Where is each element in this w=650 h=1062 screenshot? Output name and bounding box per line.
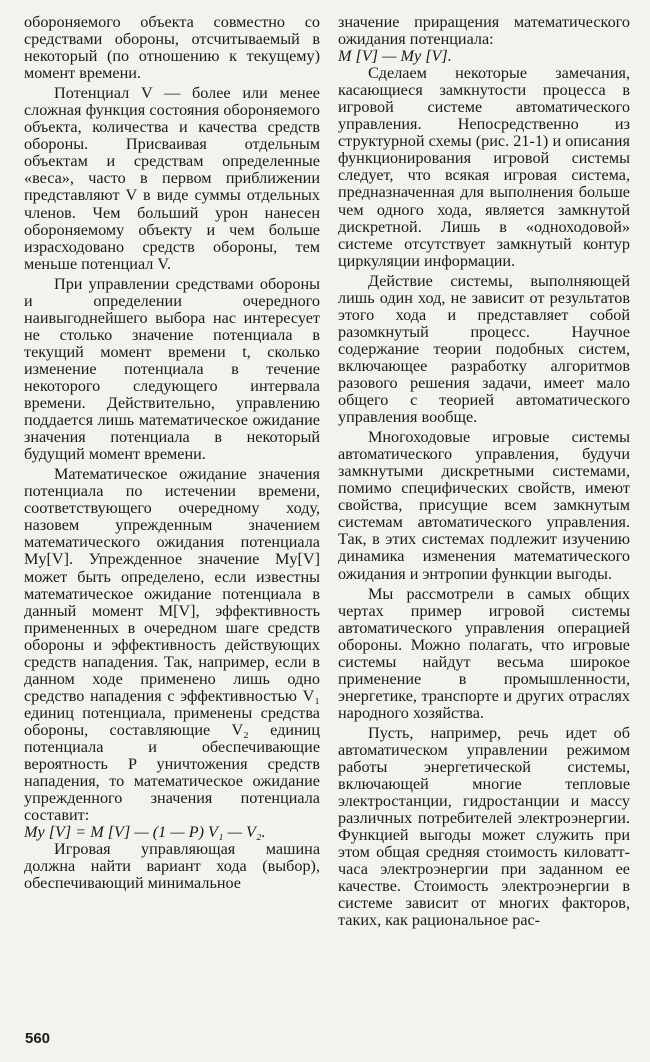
right-paragraph-3: Действие системы, выполняющей лишь один ход, не зависит от результатов этого хода и представляет собой разомкнутый процесс. Научное содержание теории подобных систем, включающее разработку алгоритмов разового решения задачи, имеет мало общего с теорией автоматического управления вообще. <box>338 271 630 427</box>
right-paragraph-4: Многоходовые игровые системы автоматического управления, будучи замкнутыми дискретными системами, помимо специфических свойств, имеют свойства, присущие всем замкнутым системам автоматического управления. Так, в этих системах подлежит изучению динамика изменения математического ожидания и энтропии функции выгоды. <box>338 428 630 583</box>
left-paragraph-2: Потенциал V — более или менее сложная функция состояния обороняемого объекта, количества и качества средств обороны. Присваивая отдельным объектам и средствам определенные «веса», часто в первом приближении представляют V в виде суммы отдельных членов. Чем больший урон нанесен обороняемому объекту и чем больше израсходовано средств обороны, тем меньше потенциал V. <box>24 84 320 273</box>
left-paragraph-5: Игровая управляющая машина должна найти вариант хода (выбор), обеспечивающий минимальное <box>24 840 320 893</box>
right-paragraph-2: Сделаем некоторые замечания, касающиеся замкнутости процесса в игровой системе автоматического управления. Непосредственно из структурной схемы (рис. 21-1) и описания функционирования игровой системы следует, что всякая игровая система, предназначенная для выполнения больше чем одного хода, является замкнутой дискретной. Лишь в «одноходовой» системе отсутствует замкнутый контур циркуляции информации. <box>338 64 630 270</box>
left-paragraph-4: Математическое ожидание значения потенциала по истечении времени, соответствующего очередному ходу, назовем упрежденным значением математического ожидания потенциала Mу[V]. Упрежденное значение Mу[V] может быть определено, если известны математическое ожидание потенциала в данный момент M[V], эффективность примененных в очередном шаге средств обороны и эффективность действующих средств нападения. Так, например, если в данном ходе применено лишь одно средство нападения с эффективностью V₁ единиц потенциала, применены средства обороны, составляющие V₂ единиц потенциала и обеспечивающие вероятность P уничтожения средств нападения, то математическое ожидание упрежденного значения потенциала составит: <box>24 465 320 825</box>
left-paragraph-1: обороняемого объекта совместно со средствами обороны, отсчитываемый в некоторый (по отношению к текущему) момент времени. <box>24 13 320 83</box>
right-paragraph-1: значение приращения математического ожидания потенциала: <box>338 13 630 49</box>
right-column <box>338 14 630 929</box>
left-column <box>24 14 320 892</box>
left-paragraph-3: При управлении средствами обороны и определении очередного наивыгоднейшего выбора нас интересует не столько значение потенциала в текущий момент времени t, сколько изменение потенциала в течение некоторого следующего интервала времени. Действительно, управлению поддается лишь математическое ожидание значения потенциала в некоторый будущий момент времени. <box>24 274 320 464</box>
right-paragraph-5: Мы рассмотрели в самых общих чертах пример игровой системы автоматического управления операцией обороны. Можно полагать, что игровые системы найдут весьма широкое применение в промышленности, энергетике, транспорте и других отраслях народного хозяйства. <box>338 584 630 722</box>
page-number: 560 <box>25 1030 51 1047</box>
right-formula: M [V] — Mу [V]. <box>338 47 452 66</box>
left-formula: Mу [V] = M [V] — (1 — P) V₁ — V₂. <box>24 823 266 842</box>
right-paragraph-6: Пусть, например, речь идет об автоматическом управлении режимом работы энергетической системы, включающей многие тепловые электростанции, гидростанции и массу различных потребителей электроэнергии. Функцией выгоды может служить при этом общая средняя стоимость киловатт-часа электроэнергии при заданном ее качестве. Стоимость электроэнергии в системе зависит от многих факторов, таких, как рациональное рас- <box>338 723 630 930</box>
